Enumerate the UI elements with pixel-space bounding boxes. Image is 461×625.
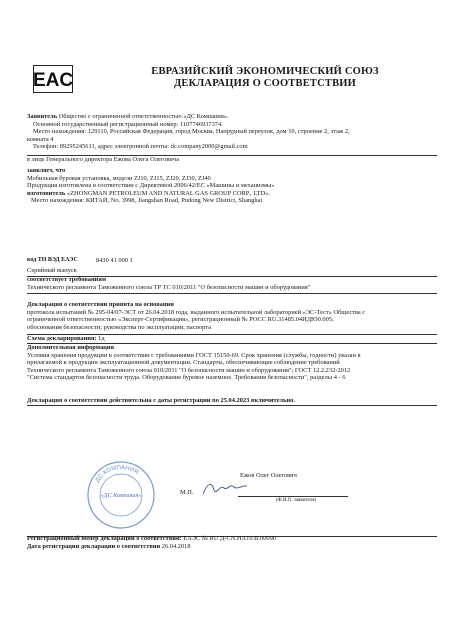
- stamp-ring-text: ДС КОМПАНИЯ: [94, 464, 140, 484]
- basis-line-2: ограниченной ответственностью «Эксперт-Сертификация», регистрационный № РОСС RU.31485.04ИДЮ0.005;: [27, 316, 334, 324]
- additional-line-3: Технического регламента Таможенного союза 010/2011 "О безопасности машин и оборудования"; ГОСТ 12.2.232-2012: [27, 366, 351, 374]
- scheme-section: [27, 335, 437, 343]
- registration-date-label: Дата регистрации декларации о соответствии: [27, 542, 161, 550]
- manufacturer-label: изготовитель: [27, 189, 66, 197]
- basis-line-3: обоснования безопасности; руководства по эксплуатации; паспорта: [27, 323, 211, 331]
- signer-name: Ежов Олег Олегович: [240, 472, 297, 479]
- requirements-text: Технического регламента Таможенного союза ТР ТС 010/2011 "О безопасности машин и оборудования": [27, 283, 311, 291]
- applicant-contacts: Телефон: 89295245611, адрес электронной почты: dc.company2000@gmail.com: [33, 143, 248, 151]
- additional-label: Дополнительная информация: [27, 344, 114, 351]
- registration-date: 26.04.2018: [160, 542, 191, 550]
- product-section: [27, 167, 437, 205]
- registration-number-label: Регистрационный номер декларации о соответствии:: [27, 535, 182, 542]
- applicant-name: Общество с ограниченной ответственностью «ДС Компания».: [57, 113, 229, 120]
- basis-section: [27, 301, 437, 331]
- document-header: [100, 66, 430, 90]
- header-union-title: ЕВРАЗИЙСКИЙ ЭКОНОМИЧЕСКИЙ СОЮЗ: [151, 66, 379, 77]
- applicant-address: Место нахождения: 129110, Российская Федерация, город Москва, Напрудный переулок, дом 10, строение 2, этаж 2,: [33, 128, 350, 136]
- divider: [27, 293, 437, 294]
- serial-section: [27, 267, 437, 275]
- eac-logo-text: EAC: [33, 70, 73, 91]
- seal-place-label: М.П.: [180, 489, 194, 496]
- company-stamp: [86, 460, 156, 530]
- applicant-address-cont: комната 4: [27, 135, 54, 143]
- representative-text: в лице Генерального директора Ежова Олега Олеговича: [27, 156, 179, 163]
- manufacturer-name: «ZHONGMAN PETROLEUM AND NATURAL GAS GROUP CORP., LTD».: [65, 189, 270, 197]
- basis-label: Декларация о соответствии принята на основании: [27, 301, 174, 308]
- declares-label: заявляет, что: [27, 167, 66, 174]
- requirements-section: [27, 276, 437, 291]
- applicant-label: Заявитель: [27, 113, 58, 120]
- scheme-label: Схема декларирования:: [27, 335, 97, 342]
- applicant-representative: [27, 156, 437, 164]
- additional-section: [27, 344, 437, 382]
- scheme-value: 1д: [96, 335, 105, 342]
- signature-line: [238, 496, 348, 497]
- divider: [27, 405, 437, 406]
- additional-line-1: Условия хранения продукции в соответствии с требованиями ГОСТ 15150-69. Срок хранения (службы, годности) указан в: [27, 351, 361, 359]
- manufacturer-address: Место нахождения: КИТАЙ, No. 3998, Jiangshan Road, Pudong New District, Shanghai: [31, 197, 263, 205]
- tnved-code: 8430 41 000 1: [96, 257, 133, 264]
- registration-number: ЕАЭС № RU Д-CN.HA10.B.00090: [181, 535, 276, 542]
- additional-line-2: прилагаемой к продукции эксплуатационной документации. Стандарты, обеспечивающие соблюдение требований: [27, 359, 340, 367]
- product-directive: Продукция изготовлена в соответствии с Директивой 2006/42/ЕС «Машины и механизмы»: [27, 182, 275, 190]
- registration-section: [27, 535, 437, 550]
- additional-line-4: "Система стандартов безопасности труда. Оборудование буровое наземное. Требования безопасности", разделы 4 - 6: [27, 374, 346, 382]
- header-declaration-title: ДЕКЛАРАЦИЯ О СООТВЕТСТВИИ: [173, 78, 357, 89]
- serial-release: Серийный выпуск: [27, 267, 77, 274]
- product-name: Мобильная буровая установка, модели ZJ10, ZJ15, ZJ20, ZJ30, ZJ40: [27, 174, 211, 182]
- validity-section: [27, 397, 437, 405]
- basis-line-1: протокола испытаний № 295-04/07-ЭСТ от 26.04.2018 года, выданного испытательной лабораторией «ЭС-Тест» Общества с: [27, 308, 366, 316]
- applicant-ogrn: Основной государственный регистрационный номер: 1107746937374.: [33, 120, 223, 128]
- applicant-section: [27, 113, 437, 151]
- eac-logo: [33, 65, 73, 93]
- tnved-label: код ТН ВЭД ЕАЭС: [27, 257, 78, 263]
- requirements-label: соответствует требованиям: [27, 276, 107, 283]
- signer-caption: (Ф.И.О. заявителя): [276, 498, 317, 503]
- validity-text: Декларация о соответствии действительна с даты регистрации по 25.04.2023 включительно.: [27, 397, 295, 404]
- stamp-center-text: «ДС Компания»: [100, 493, 142, 499]
